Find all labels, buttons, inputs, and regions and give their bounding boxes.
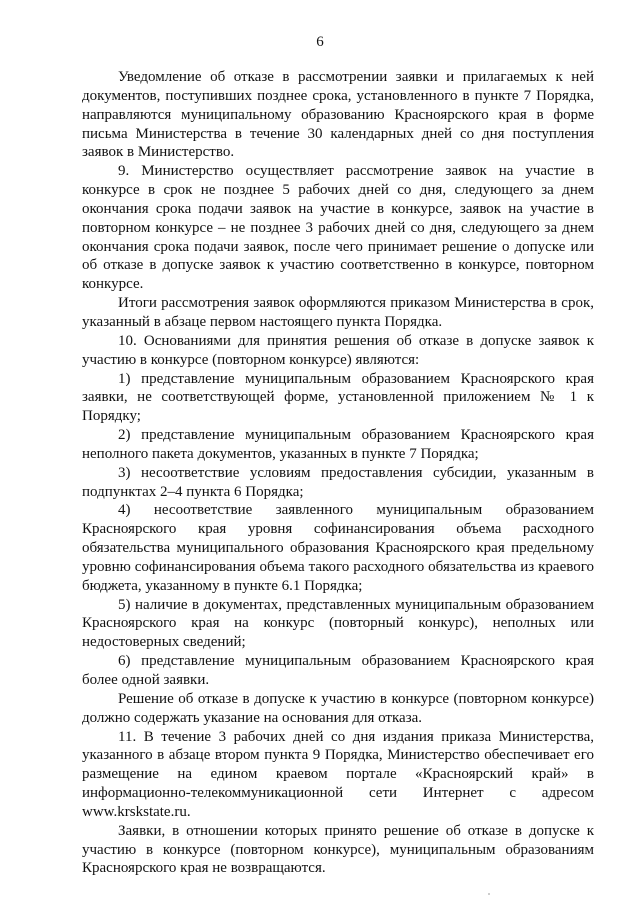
page-number: 6 <box>316 34 324 50</box>
list-item-4: 4) несоответствие заявленного муниципальным образованием Красноярского края уровня софинансирования объема расходного обязательства муниципального образования Красноярского края предельному уровню софинансирования объема такого расходного обязательства из краевого бюджета, указанному в пункте 6.1 Порядка; <box>82 502 594 594</box>
paragraph-refusal-grounds: Решение об отказе в допуске к участию в конкурсе (повторном конкурсе) должно содержать указание на основания для отказа. <box>82 690 594 726</box>
paragraph-item-11: 11. В течение 3 рабочих дней со дня издания приказа Министерства, указанного в абзаце втором пункта 9 Порядка, Министерство обеспечивает его размещение на едином краевом портале «Красноярский край» в информационно-телекоммуникационной сети Интернет с адресом www.krskstate.ru. <box>82 728 594 820</box>
paragraph-results-order: Итоги рассмотрения заявок оформляются приказом Министерства в срок, указанный в абзаце первом настоящего пункта Порядка. <box>82 295 594 330</box>
list-item-1: 1) представление муниципальным образованием Красноярского края заявки, не соответствующей форме, установленной приложением № 1 к Порядку; <box>82 370 594 425</box>
paragraph-applications-not-returned: Заявки, в отношении которых принято решение об отказе в допуске к участию в конкурсе (повторном конкурсе), муниципальным образованиям Красноярского края не возвращаются. <box>82 822 594 877</box>
list-item-3: 3) несоответствие условиям предоставления субсидии, указанным в подпунктах 2–4 пункта 6 Порядка; <box>82 464 594 500</box>
scan-speck <box>488 893 490 895</box>
paragraph-notice-of-refusal: Уведомление об отказе в рассмотрении заявки и прилагаемых к ней документов, поступивших позднее срока, установленного в пункте 7 Порядка, направляются муниципальному образованию Красноярского края в форме письма Министерства в течение 30 календарных дней со дня поступления заявок в Министерство. <box>82 69 594 161</box>
list-item-5: 5) наличие в документах, представленных муниципальным образованием Красноярского края на конкурс (повторный конкурс), неполных или недостоверных сведений; <box>82 596 594 651</box>
paragraph-item-10: 10. Основаниями для принятия решения об отказе в допуске заявок к участию в конкурсе (повторном конкурсе) являются: <box>82 332 594 368</box>
list-item-6: 6) представление муниципальным образованием Красноярского края более одной заявки. <box>82 653 594 688</box>
paragraph-item-9: 9. Министерство осуществляет рассмотрение заявок на участие в конкурсе в срок не позднее 5 рабочих дней со дня, следующего за днем окончания срока подачи заявок на участие в конкурсе, заявок на участие в повторном конкурсе – не позднее 3 рабочих дней со дня, следующего за днем окончания срока подачи заявок, после чего принимает решение о допуске или об отказе в допуске заявок к участию соответственно в конкурсе, повторном конкурсе. <box>82 163 594 293</box>
list-item-2: 2) представление муниципальным образованием Красноярского края неполного пакета документов, указанных в пункте 7 Порядка; <box>82 427 594 462</box>
document-body <box>82 68 594 878</box>
